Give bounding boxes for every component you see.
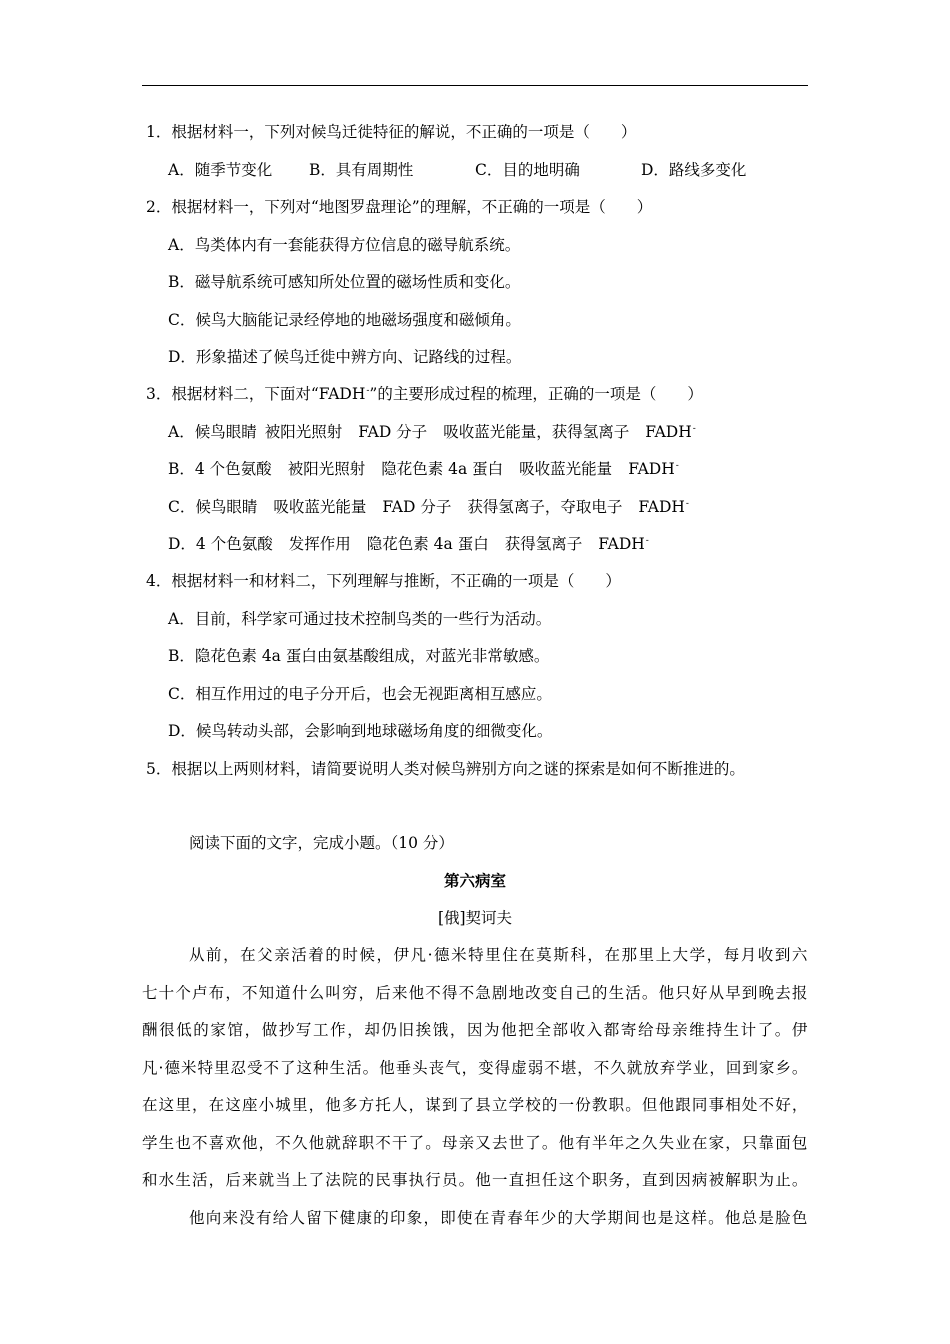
question-1-option-b: B．具有周期性 xyxy=(309,161,414,179)
question-2-option-d: D．形象描述了候鸟迁徙中辨方向、记路线的过程。 xyxy=(168,348,522,366)
story-title: 第六病室 xyxy=(443,871,506,890)
question-2-stem: 2．根据材料一，下列对“地图罗盘理论”的理解，不正确的一项是（ ） xyxy=(146,198,653,216)
question-3-option-c: C．候鸟眼睛 吸收蓝光能量 FAD 分子 获得氢离子，夺取电子 FADH- xyxy=(168,498,689,516)
question-2-option-c: C．候鸟大脑能记录经停地的地磁场强度和磁倾角。 xyxy=(168,311,521,329)
question-1-option-d: D．路线多变化 xyxy=(641,161,747,179)
question-4-option-a: A．目前，科学家可通过技术控制鸟类的一些行为活动。 xyxy=(168,610,552,628)
question-3-option-b: B．4 个色氨酸 被阳光照射 隐花色素 4a 蛋白 吸收蓝光能量 FADH- xyxy=(168,460,679,478)
question-3-stem: 3．根据材料二，下面对“FADH-”的主要形成过程的梳理，正确的一项是（ ） xyxy=(146,385,703,403)
question-2-option-b: B．磁导航系统可感知所处位置的磁场性质和变化。 xyxy=(168,273,521,291)
question-3-option-a: A．候鸟眼睛 被阳光照射 FAD 分子 吸收蓝光能量，获得氢离子 FADH- xyxy=(168,423,696,441)
story-author: [俄]契诃夫 xyxy=(437,909,513,927)
question-4-option-c: C．相互作用过的电子分开后，也会无视距离相互感应。 xyxy=(168,685,552,703)
header-rule xyxy=(142,85,808,86)
question-4-option-d: D．候鸟转动头部，会影响到地球磁场角度的细微变化。 xyxy=(168,722,553,740)
question-4-option-b: B．隐花色素 4a 蛋白由氨基酸组成，对蓝光非常敏感。 xyxy=(168,647,550,665)
question-1-stem: 1．根据材料一，下列对候鸟迁徙特征的解说，不正确的一项是（ ） xyxy=(146,123,637,141)
story-line: 凡·德米特里忍受不了这种生活。他垂头丧气，变得虚弱不堪，不久就放弃学业，回到家乡。 xyxy=(142,1059,808,1077)
story-line: 和水生活，后来就当上了法院的民事执行员。他一直担任这个职务，直到因病被解职为止。 xyxy=(142,1171,808,1189)
story-line: 从前，在父亲活着的时候，伊凡·德米特里住在莫斯科，在那里上大学，每月收到六 xyxy=(189,946,808,964)
story-line: 他向来没有给人留下健康的印象，即使在青春年少的大学期间也是这样。他总是脸色 xyxy=(189,1209,808,1227)
reading-instruction: 阅读下面的文字，完成小题。（10 分） xyxy=(189,834,454,852)
question-2-option-a: A．鸟类体内有一套能获得方位信息的磁导航系统。 xyxy=(168,236,521,254)
question-5-stem: 5．根据以上两则材料，请简要说明人类对候鸟辨别方向之谜的探索是如何不断推进的。 xyxy=(146,760,745,778)
question-1-option-a: A．随季节变化 xyxy=(168,161,273,179)
question-3-option-d: D．4 个色氨酸 发挥作用 隐花色素 4a 蛋白 获得氢离子 FADH- xyxy=(168,535,649,553)
story-line: 在这里，在这座小城里，他多方托人，谋到了县立学校的一份教职。但他跟同事相处不好， xyxy=(142,1096,808,1114)
question-1-options xyxy=(168,160,746,180)
question-4-stem: 4．根据材料一和材料二，下列理解与推断，不正确的一项是（ ） xyxy=(146,572,621,590)
story-line: 酬很低的家馆，做抄写工作，却仍旧挨饿，因为他把全部收入都寄给母亲维持生计了。伊 xyxy=(142,1021,808,1039)
superscript-minus: - xyxy=(366,386,370,396)
question-1-option-c: C．目的地明确 xyxy=(475,161,580,179)
story-line: 七十个卢布，不知道什么叫穷，后来他不得不急剧地改变自己的生活。他只好从早到晚去报 xyxy=(142,984,808,1002)
story-line: 学生也不喜欢他，不久他就辞职不干了。母亲又去世了。他有半年之久失业在家，只靠面包 xyxy=(142,1134,808,1152)
